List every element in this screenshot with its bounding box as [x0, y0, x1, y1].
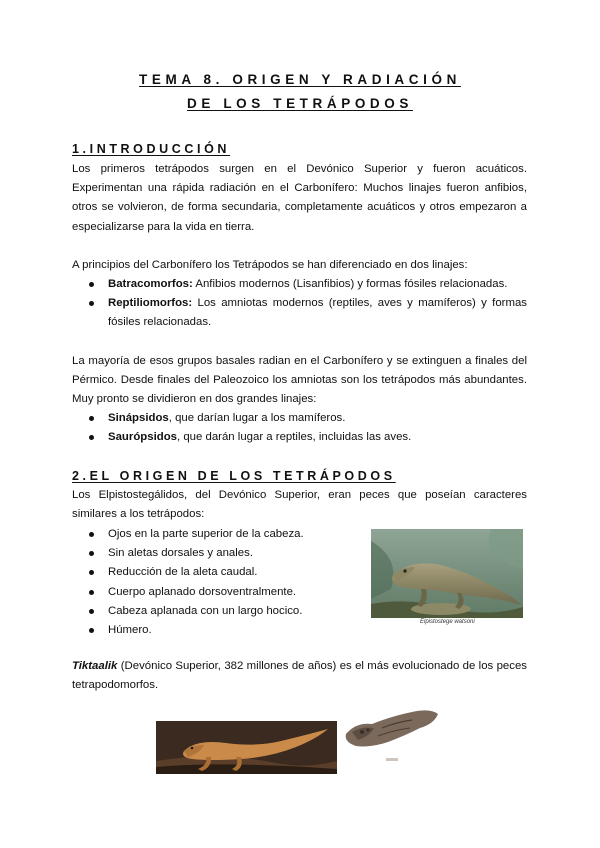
list-item: Saurópsidos, que darán lugar a reptiles, incluidas las aves. — [72, 428, 527, 447]
list-item: Reptiliomorfos: Los amniotas modernos (reptiles, aves y mamíferos) y formas fósiles relacionadas. — [72, 294, 527, 332]
list-item: Batracomorfos: Anfibios modernos (Lisanfibios) y formas fósiles relacionadas. — [72, 275, 527, 294]
elpistostege-caption: Elpistostege watsoni — [420, 619, 475, 625]
list-item: Cuerpo aplanado dorsoventralmente. — [72, 583, 372, 602]
title-line-1: TEMA 8. ORIGEN Y RADIACIÓN — [139, 72, 461, 87]
list-item: Cabeza aplanada con un largo hocico. — [72, 602, 372, 621]
section-2-paragraph-1: Los Elpistostegálidos, del Devónico Superior, eran peces que poseían caracteres similares a los tetrápodos: — [72, 489, 527, 521]
elpistostege-image — [371, 529, 523, 618]
tiktaalik-reconstruction-illustration — [156, 721, 337, 774]
section-2-heading: 2.EL ORIGEN DE LOS TETRÁPODOS — [72, 469, 396, 483]
list-item: Sinápsidos, que darían lugar a los mamíferos. — [72, 409, 527, 428]
features-list — [72, 525, 372, 640]
tiktaalik-reconstruction-image — [156, 721, 337, 774]
section-1-paragraph-2: A principios del Carbonífero los Tetrápodos se han diferenciado en dos linajes: — [72, 259, 468, 271]
tiktaalik-fossil-image — [342, 702, 442, 764]
title-line-2: DE LOS TETRÁPODOS — [187, 96, 413, 111]
list-item: Reducción de la aleta caudal. — [72, 563, 372, 582]
elpistostege-illustration — [371, 529, 523, 618]
section-1-paragraph-3: La mayoría de esos grupos basales radian en el Carbonífero y se extinguen a finales del Pérmico. Desde finales del Paleozoico los amniotas son los tetrápodos más abundantes. Muy pronto se dividieron en dos grandes linajes: — [72, 355, 527, 406]
lineages-list — [72, 275, 527, 333]
list-item: Ojos en la parte superior de la cabeza. — [72, 525, 372, 544]
tiktaalik-fossil-illustration — [342, 702, 442, 764]
list-item: Sin aletas dorsales y anales. — [72, 544, 372, 563]
tiktaalik-term: Tiktaalik — [72, 660, 118, 672]
section-1-paragraph-1: Los primeros tetrápodos surgen en el Devónico Superior y fueron acuáticos. Experimentan una rápida radiación en el Carbonífero: Muchos linajes fueron anfibios, otros se volvieron, de forma secundaria, completamente acuáticos y otros empezaron a especializarse para la vida en tierra. — [72, 163, 527, 233]
tiktaalik-paragraph: Tiktaalik (Devónico Superior, 382 millones de años) es el más evolucionado de los peces tetrapodomorfos. — [72, 660, 527, 692]
section-1-heading: 1.INTRODUCCIÓN — [72, 142, 231, 156]
amniote-lineages-list — [72, 409, 527, 447]
list-item: Húmero. — [72, 621, 372, 640]
